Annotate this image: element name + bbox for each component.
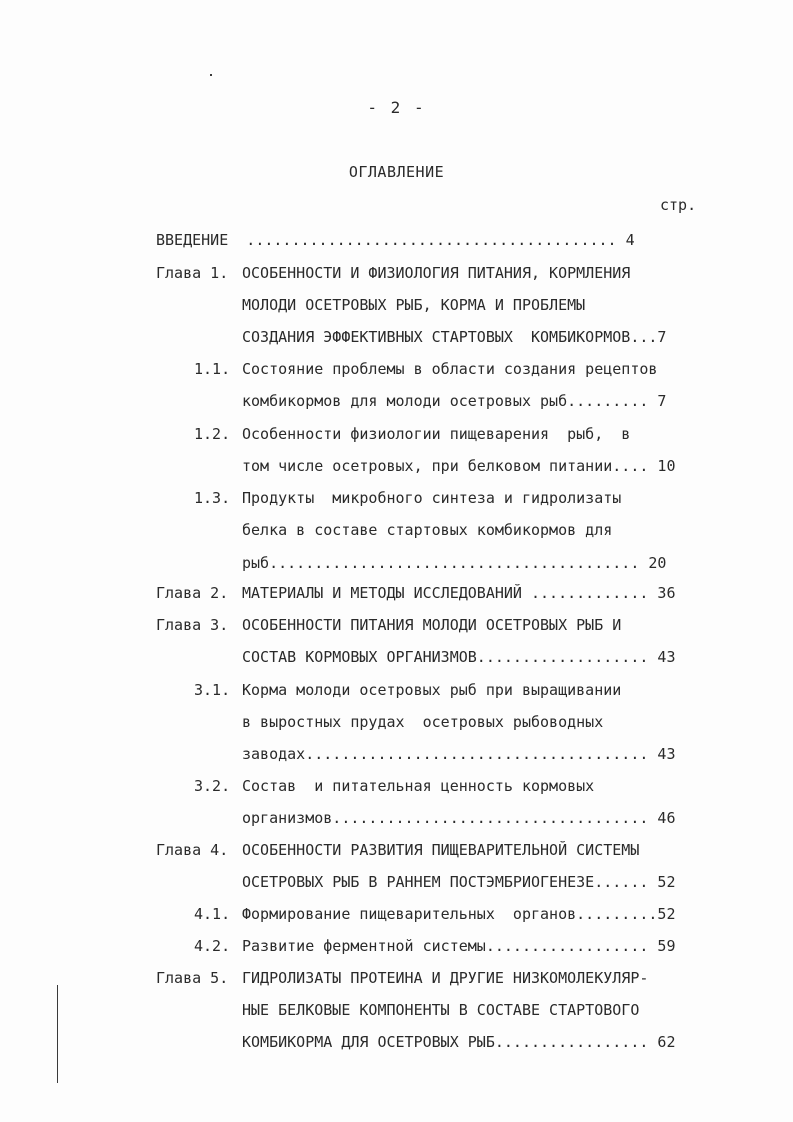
chapter-number: Глава 1. [156,264,229,282]
toc-entry-text: Развитие ферментной системы.................. 59 [242,937,676,955]
scan-edge-mark [57,985,58,1083]
toc-entry-text: КОМБИКОРМА ДЛЯ ОСЕТРОВЫХ РЫБ................. 62 [242,1033,676,1051]
toc-entry-text: СОСТАВ КОРМОВЫХ ОРГАНИЗМОВ................... 43 [242,648,676,666]
section-number: 3.2. [194,777,231,795]
toc-entry-text: Состав и питательная ценность кормовых [242,777,595,795]
section-number: 1.2. [194,425,231,443]
table-of-contents-title: ОГЛАВЛЕНИЕ [348,163,445,181]
toc-entry-text: МОЛОДИ ОСЕТРОВЫХ РЫБ, КОРМА И ПРОБЛЕМЫ [242,296,586,314]
toc-entry-text: МАТЕРИАЛЫ И МЕТОДЫ ИССЛЕДОВАНИЙ ............. 36 [242,584,676,602]
toc-entry-text: белка в составе стартовых комбикормов для [242,521,613,539]
section-number: 3.1. [194,681,231,699]
chapter-number: Глава 4. [156,841,229,859]
toc-entry-text: Состояние проблемы в области создания рецептов [242,360,658,378]
toc-entry-text: заводах...................................... 43 [242,745,676,763]
chapter-number: Глава 5. [156,969,229,987]
section-number: 4.2. [194,937,231,955]
page-number: - 2 - [367,98,426,117]
toc-entry-text: Корма молоди осетровых рыб при выращивании [242,681,622,699]
section-number: 1.1. [194,360,231,378]
toc-entry-text: том числе осетровых, при белковом питании.... 10 [242,457,676,475]
section-number: 4.1. [194,905,231,923]
toc-entry-text: ОСОБЕННОСТИ ПИТАНИЯ МОЛОДИ ОСЕТРОВЫХ РЫБ И [242,616,622,634]
toc-entry-text: организмов................................... 46 [242,809,676,827]
toc-entry-text: Формирование пищеварительных органов.........52 [242,905,676,923]
toc-entry-text: Продукты микробного синтеза и гидролизаты [242,489,622,507]
toc-entry-text: ВВЕДЕНИЕ ......................................... 4 [156,231,635,249]
toc-entry-text: НЫЕ БЕЛКОВЫЕ КОМПОНЕНТЫ В СОСТАВЕ СТАРТОВОГО [242,1001,640,1019]
scan-speck [210,74,212,76]
toc-entry-text: ОСЕТРОВЫХ РЫБ В РАННЕМ ПОСТЭМБРИОГЕНЕЗЕ...... 52 [242,873,676,891]
toc-entry-text: комбикормов для молоди осетровых рыб......... 7 [242,392,667,410]
toc-entry-text: ГИДРОЛИЗАТЫ ПРОТЕИНА И ДРУГИЕ НИЗКОМОЛЕКУЛЯР- [242,969,649,987]
toc-entry-text: в выростных прудах осетровых рыбоводных [242,713,604,731]
chapter-number: Глава 3. [156,616,229,634]
toc-entry-text: Особенности физиологии пищеварения рыб, в [242,425,631,443]
toc-entry-text: ОСОБЕННОСТИ РАЗВИТИЯ ПИЩЕВАРИТЕЛЬНОЙ СИСТЕМЫ [242,841,640,859]
chapter-number: Глава 2. [156,584,229,602]
toc-entry-text: ОСОБЕННОСТИ И ФИЗИОЛОГИЯ ПИТАНИЯ, КОРМЛЕНИЯ [242,264,631,282]
section-number: 1.3. [194,489,231,507]
page-column-header: стр. [660,196,697,214]
toc-entry-text: СОЗДАНИЯ ЭФФЕКТИВНЫХ СТАРТОВЫХ КОМБИКОРМОВ...7 [242,328,667,346]
toc-entry-text: рыб......................................... 20 [242,554,667,572]
